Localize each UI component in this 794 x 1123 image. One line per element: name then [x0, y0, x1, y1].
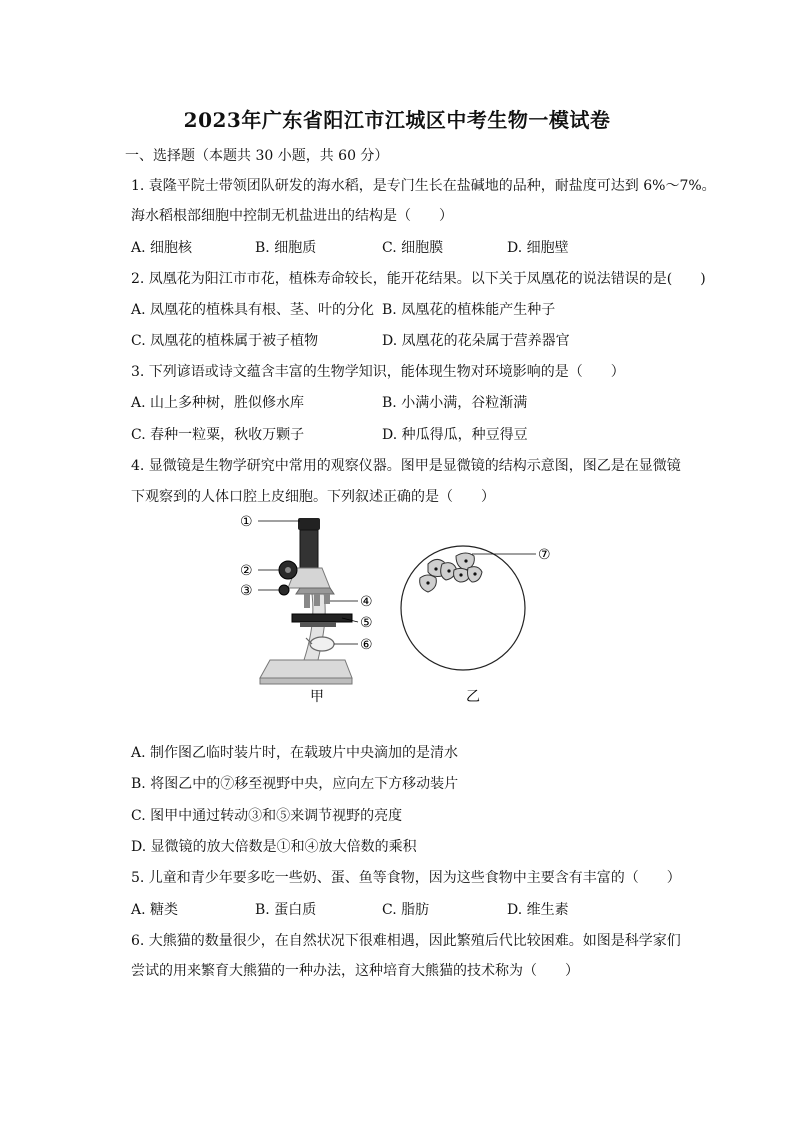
q4-stem-line-1: 4. 显微镜是生物学研究中常用的观察仪器。图甲是显微镜的结构示意图，图乙是在显微镜 [131, 458, 681, 474]
q6-stem-line-1: 6. 大熊猫的数量很少，在自然状况下很难相遇，因此繁殖后代比较困难。如图是科学家们 [131, 933, 681, 949]
q1-option-b: B. 细胞质 [255, 240, 317, 256]
caption-jia: 甲 [310, 689, 324, 705]
q1-option-a: A. 细胞核 [131, 240, 193, 256]
q5-option-c: C. 脂肪 [382, 902, 430, 918]
label-2: ② [240, 563, 253, 579]
q3-stem: 3. 下列谚语或诗文蕴含丰富的生物学知识，能体现生物对环境影响的是（ ） [131, 364, 625, 380]
caption-yi: 乙 [466, 689, 480, 705]
q1-option-d: D. 细胞壁 [507, 240, 569, 256]
label-4: ④ [360, 594, 373, 610]
q4-option-c: C. 图甲中通过转动③和⑤来调节视野的亮度 [131, 808, 403, 824]
label-6: ⑥ [360, 637, 373, 653]
q2-option-b: B. 凤凰花的植株能产生种子 [382, 302, 556, 318]
q1-stem-line-2: 海水稻根部细胞中控制无机盐进出的结构是（ ） [131, 208, 453, 224]
microscope-diagram [230, 510, 570, 710]
q2-option-d: D. 凤凰花的花朵属于营养器官 [382, 333, 570, 349]
page-title: 2023年广东省阳江市江城区中考生物一模试卷 [183, 108, 611, 132]
microscope-figure [230, 510, 570, 710]
q5-option-a: A. 糖类 [131, 902, 179, 918]
q5-option-b: B. 蛋白质 [255, 902, 317, 918]
q4-option-a: A. 制作图乙临时装片时，在载玻片中央滴加的是清水 [131, 745, 459, 761]
q2-option-a: A. 凤凰花的植株具有根、茎、叶的分化 [131, 302, 375, 318]
section-heading: 一、选择题（本题共 30 小题，共 60 分） [125, 148, 389, 164]
q4-option-b: B. 将图乙中的⑦移至视野中央，应向左下方移动装片 [131, 776, 459, 792]
epithelial-cells [420, 553, 482, 592]
q1-option-c: C. 细胞膜 [382, 240, 444, 256]
label-1: ① [240, 514, 253, 530]
q5-stem: 5. 儿童和青少年要多吃一些奶、蛋、鱼等食物，因为这些食物中主要含有丰富的（ ） [131, 870, 681, 886]
q5-option-d: D. 维生素 [507, 902, 569, 918]
label-7: ⑦ [538, 547, 551, 563]
q2-option-c: C. 凤凰花的植株属于被子植物 [131, 333, 319, 349]
label-3: ③ [240, 583, 253, 599]
q3-option-a: A. 山上多种树，胜似修水库 [131, 395, 305, 411]
q1-stem-line-1: 1. 袁隆平院士带领团队研发的海水稻，是专门生长在盐碱地的品种，耐盐度可达到 6%～7%。 [131, 178, 716, 194]
q4-stem-line-2: 下观察到的人体口腔上皮细胞。下列叙述正确的是（ ） [131, 489, 495, 505]
q6-stem-line-2: 尝试的用来繁育大熊猫的一种办法，这种培育大熊猫的技术称为（ ） [131, 963, 579, 979]
q2-stem: 2. 凤凰花为阳江市市花，植株寿命较长，能开花结果。以下关于凤凰花的说法错误的是( ) [131, 271, 706, 287]
q3-option-b: B. 小满小满，谷粒渐满 [382, 395, 528, 411]
q3-option-c: C. 春种一粒粟，秋收万颗子 [131, 427, 305, 443]
q4-option-d: D. 显微镜的放大倍数是①和④放大倍数的乘积 [131, 839, 417, 855]
q3-option-d: D. 种瓜得瓜，种豆得豆 [382, 427, 528, 443]
label-5: ⑤ [360, 615, 373, 631]
